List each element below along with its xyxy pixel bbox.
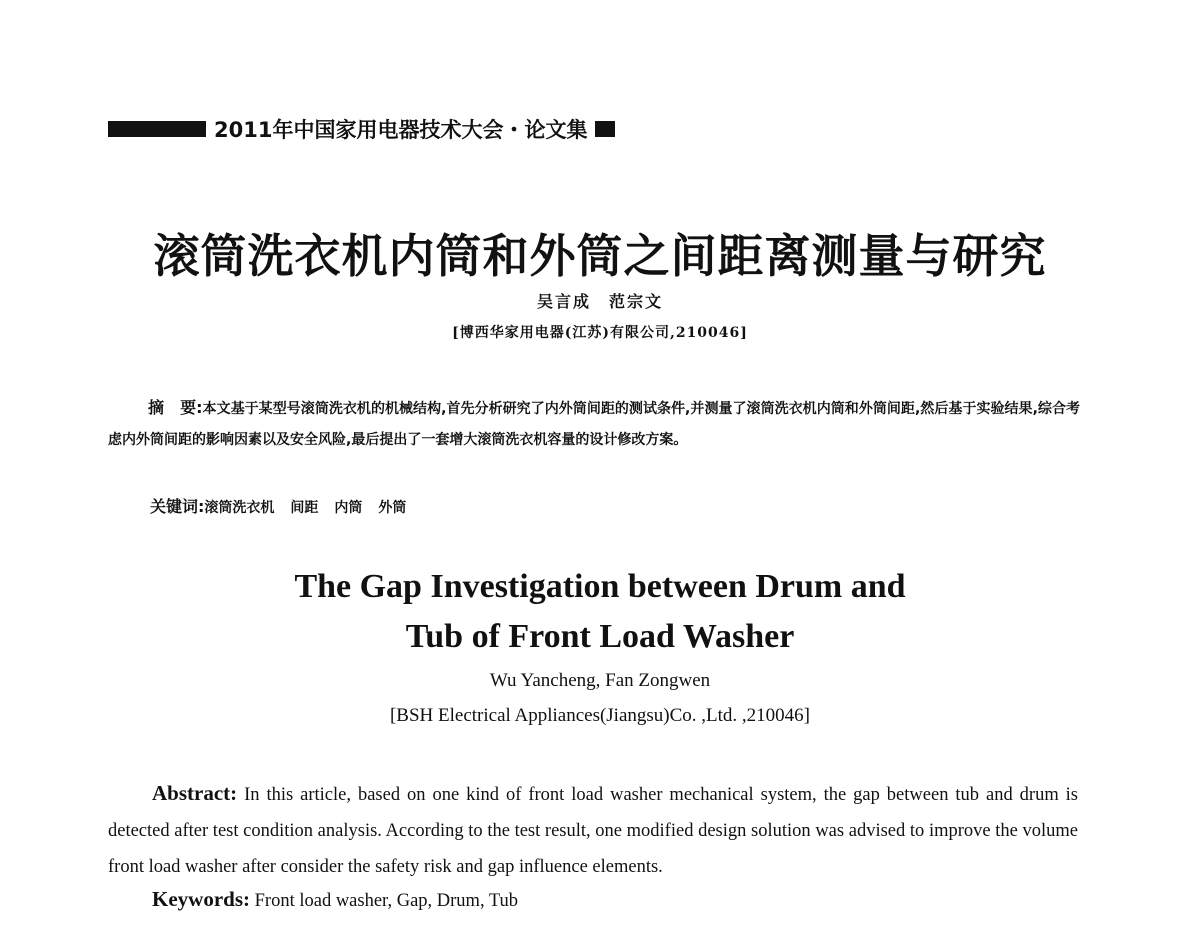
affiliation-cn: [博西华家用电器(江苏)有限公司,210046] [452,325,748,341]
abstract-cn [108,392,1080,456]
abstract-en-label: Abstract: [152,781,238,805]
keywords-en-text: Front load washer, Gap, Drum, Tub [254,891,519,911]
affiliation-en: [BSH Electrical Appliances(Jiangsu)Co. ,Ltd. ,210046] [389,705,811,726]
abstract-en-text: In this article, based on one kind of front load washer mechanical system, the gap between tub and drum is detected after test condition analysis. According to the test result, one modified design solution was advised to improve the volume front load washer after consider the safety risk and gap influence elements. [108,785,1079,877]
abstract-en [108,775,1078,885]
keyword-cn: 滚筒洗衣机 [204,500,275,516]
header-rule-right [595,121,615,137]
paper-title-en [0,562,1200,662]
keywords-en-label: Keywords: [152,887,250,911]
keywords-en [152,887,518,912]
keywords-cn-label: 关键词: [150,497,205,516]
authors-en: Wu Yancheng, Fan Zongwen [489,670,711,691]
abstract-cn-text: 本文基于某型号滚筒洗衣机的机械结构,首先分析研究了内外筒间距的测试条件,并测量了滚筒洗衣机内筒和外筒间距,然后基于实验结果,综合考虑内外筒间距的影响因素以及安全风险,最后提出了一套增大滚筒洗衣机容量的设计修改方案。 [108,401,1080,448]
title-en-line2: Tub of Front Load Washer [405,618,795,655]
title-en-line1: The Gap Investigation between Drum and [294,568,906,605]
abstract-cn-label: 摘 要: [148,398,203,417]
keyword-cn: 内筒 [334,500,363,516]
keyword-cn: 间距 [290,500,319,516]
paper-title-cn: 滚筒洗衣机内筒和外筒之间距离测量与研究 [153,229,1047,283]
running-header [108,114,615,144]
keywords-cn [150,494,406,517]
header-rule-left [108,121,206,137]
keyword-cn: 外筒 [378,500,407,516]
conference-title: 2011年中国家用电器技术大会・论文集 [214,118,588,142]
authors-cn: 吴言成 范宗文 [536,292,663,311]
